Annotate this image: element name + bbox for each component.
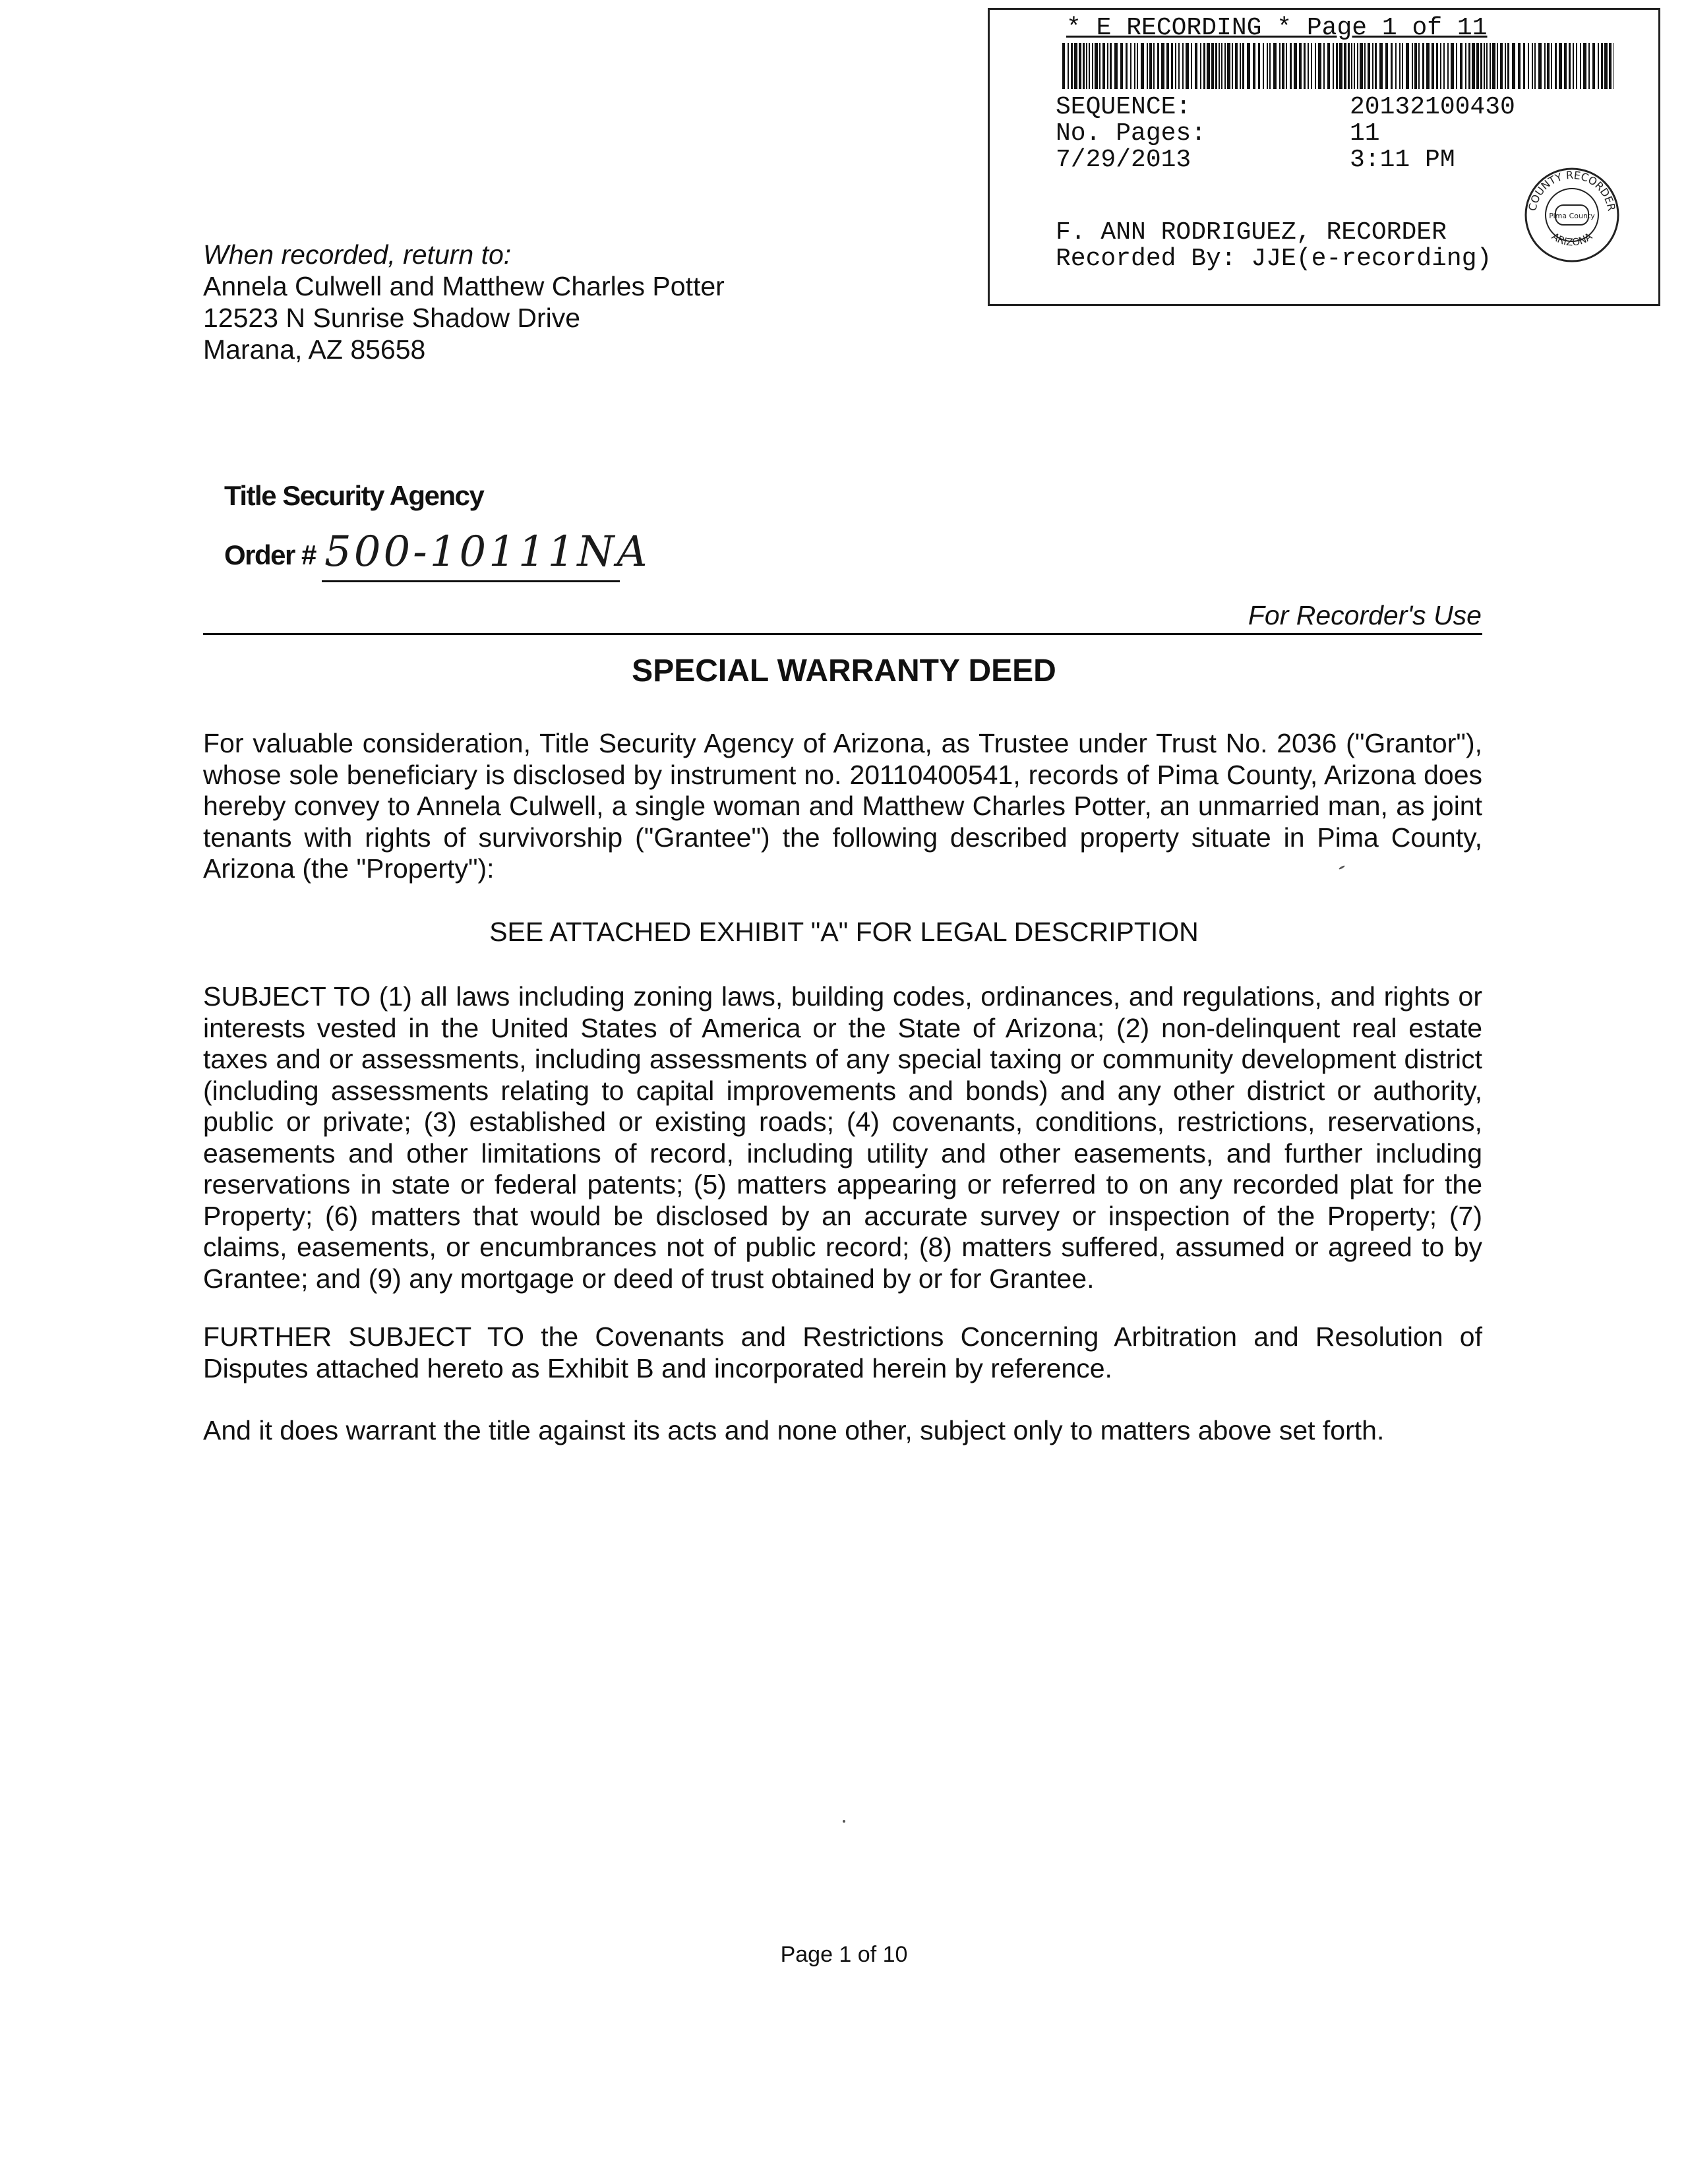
barcode-bar — [1555, 43, 1557, 89]
page-number: Page 1 of 10 — [780, 1942, 908, 1967]
barcode-bar — [1304, 43, 1306, 89]
barcode-bar — [1360, 43, 1363, 89]
barcode-bar — [1443, 43, 1445, 89]
barcode-bar — [1294, 43, 1297, 89]
deed-title: SPECIAL WARRANTY DEED — [632, 653, 1056, 688]
barcode-bar — [1580, 43, 1581, 89]
barcode-bar — [1426, 43, 1430, 89]
barcode-bar — [1418, 43, 1420, 89]
conveyance-paragraph: For valuable consideration, Title Security Agency of Arizona, as Trustee under Trust No. 2036 ("Grantor"), whose sole beneficiary is disclosed by instrument no. 20110400541, records of Pima County, Arizona does hereby convey to Annela Culwell, a single woman and Matthew Charles Potter, an unmarried man, as joint tenants with rights of survivorship ("Grantee") the following described property situate in Pima County, Arizona (the "Property"): — [203, 728, 1482, 884]
pages-label: No. Pages: — [1056, 119, 1207, 148]
barcode-bar — [1534, 43, 1536, 89]
barcode-bar — [1512, 43, 1515, 89]
barcode-bar — [1242, 43, 1244, 89]
barcode-bar — [1219, 43, 1220, 89]
barcode-bar — [1547, 43, 1550, 89]
barcode-bar — [1447, 43, 1449, 89]
barcode-bar — [1232, 43, 1233, 89]
barcode-bar — [1215, 43, 1217, 89]
pages-value: 11 — [1350, 119, 1380, 148]
barcode-bar — [1414, 43, 1417, 89]
barcode-bar — [1182, 43, 1184, 89]
barcode-bar — [1395, 43, 1397, 89]
recording-date: 7/29/2013 — [1056, 146, 1191, 174]
barcode-bar — [1141, 43, 1144, 89]
barcode-bar — [1468, 43, 1470, 89]
barcode-bar — [1351, 43, 1352, 89]
barcode-bar — [1348, 43, 1350, 89]
barcode-bar — [1375, 43, 1377, 89]
barcode-bar — [1598, 43, 1599, 89]
barcode-bar — [1147, 43, 1148, 89]
barcode-bar — [1460, 43, 1462, 89]
barcode-bar — [1079, 43, 1081, 89]
barcode-bar — [1588, 43, 1590, 89]
barcode-bar — [1544, 43, 1546, 89]
barcode-bar — [1432, 43, 1434, 89]
barcode-bar — [1221, 43, 1222, 89]
barcode-bar — [1505, 43, 1506, 89]
subject-to-paragraph: SUBJECT TO (1) all laws including zoning laws, building codes, ordinances, and regulations, and rights or interests vested in the United States of America or the State of Arizona; (2) non-delinquent real estate taxes and or assessments, including assessments of any special taxing or community development district (including assessments relating to capital improvements and bonds) and any other district or authority, public or private; (3) established or existing roads; (4) covenants, conditions, restrictions, reservations, easements and other limitations of record, including utility and other easements, and further including reservations in state or federal patents; (5) matters appearing or referred to on any recorded plat for the Property; (6) matters that would be disclosed by an accurate survey or inspection of the Property; (7) claims, easements, or encumbrances not of public record; (8) matters suffered, assumed or agreed to by Grantee; and (9) any mortgage or deed of trust obtained by or for Grantee. — [203, 981, 1482, 1294]
recording-header: * E RECORDING * Page 1 of 11 — [1066, 14, 1488, 42]
barcode-bar — [1559, 43, 1562, 89]
barcode-bar — [1083, 43, 1085, 89]
seal-inner-text: Pima County — [1549, 212, 1595, 220]
barcode-bar — [1500, 43, 1503, 89]
barcode-bar — [1166, 43, 1169, 89]
barcode-bar — [1235, 43, 1238, 89]
barcode-bar — [1583, 43, 1586, 89]
barcode-bar — [1601, 43, 1603, 89]
barcode-bar — [1368, 43, 1370, 89]
barcode-bar — [1203, 43, 1205, 89]
county-seal-icon — [1522, 166, 1621, 264]
barcode-bar — [1440, 43, 1441, 89]
barcode-bar — [1227, 43, 1230, 89]
barcode-bar — [1472, 43, 1475, 89]
barcode-bar — [1391, 43, 1393, 89]
barcode-bar — [1195, 43, 1197, 89]
barcode-bar — [1507, 43, 1509, 89]
barcode-bar — [1422, 43, 1424, 89]
barcode-bar — [1092, 43, 1093, 89]
barcode-bar — [1476, 43, 1479, 89]
barcode-bar — [1247, 43, 1250, 89]
barcode-bar — [1604, 43, 1608, 89]
barcode-bar — [1107, 43, 1108, 89]
barcode-bar — [1339, 43, 1342, 89]
barcode-bar — [1062, 43, 1065, 89]
return-name: Annela Culwell and Matthew Charles Potter — [203, 271, 725, 301]
barcode-bar — [1207, 43, 1210, 89]
recorder-name: F. ANN RODRIGUEZ, RECORDER — [1056, 218, 1447, 247]
barcode-bar — [1456, 43, 1457, 89]
barcode-bar — [1149, 43, 1152, 89]
barcode-bar — [1451, 43, 1454, 89]
sequence-value: 20132100430 — [1350, 93, 1515, 121]
order-number-handwritten: 500-10111NA — [324, 528, 650, 576]
barcode-bar — [1191, 43, 1192, 89]
barcode-bar — [1311, 43, 1312, 89]
barcode-bar — [1086, 43, 1087, 89]
barcode-bar — [1240, 43, 1241, 89]
return-label: When recorded, return to: — [203, 239, 512, 270]
barcode-bar — [1200, 43, 1201, 89]
barcode-bar — [1315, 43, 1316, 89]
barcode-bar — [1486, 43, 1488, 89]
barcode-bar — [1308, 43, 1309, 89]
header-divider — [203, 633, 1482, 635]
barcode-bar — [1523, 43, 1525, 89]
barcode-bar — [1492, 43, 1495, 89]
barcode-bar — [1318, 43, 1321, 89]
barcode-bar — [1336, 43, 1338, 89]
barcode — [1062, 43, 1613, 89]
barcode-bar — [1327, 43, 1330, 89]
barcode-bar — [1279, 43, 1281, 89]
recording-time: 3:11 PM — [1350, 146, 1455, 174]
barcode-bar — [1480, 43, 1482, 89]
barcode-bar — [1569, 43, 1571, 89]
barcode-bar — [1518, 43, 1521, 89]
barcode-bar — [1130, 43, 1131, 89]
barcode-bar — [1551, 43, 1552, 89]
return-street: 12523 N Sunrise Shadow Drive — [203, 303, 581, 333]
barcode-bar — [1171, 43, 1173, 89]
barcode-bar — [1175, 43, 1176, 89]
barcode-bar — [1573, 43, 1574, 89]
barcode-bar — [1497, 43, 1498, 89]
barcode-bar — [1102, 43, 1105, 89]
barcode-bar — [1399, 43, 1401, 89]
warranty-paragraph: And it does warrant the title against its acts and none other, subject only to matters above set forth. — [203, 1415, 1385, 1445]
barcode-bar — [1282, 43, 1284, 89]
barcode-bar — [1385, 43, 1388, 89]
barcode-bar — [1286, 43, 1287, 89]
barcode-bar — [1211, 43, 1214, 89]
barcode-bar — [1068, 43, 1069, 89]
barcode-bar — [1089, 43, 1090, 89]
barcode-bar — [1258, 43, 1260, 89]
exhibit-reference: SEE ATTACHED EXHIBIT "A" FOR LEGAL DESCRIPTION — [489, 917, 1199, 947]
barcode-bar — [1357, 43, 1358, 89]
barcode-bar — [1126, 43, 1128, 89]
barcode-bar — [1372, 43, 1373, 89]
barcode-bar — [1153, 43, 1155, 89]
barcode-bar — [1364, 43, 1366, 89]
barcode-bar — [1267, 43, 1268, 89]
barcode-bar — [1134, 43, 1135, 89]
barcode-bar — [1114, 43, 1118, 89]
barcode-bar — [1161, 43, 1164, 89]
barcode-bar — [1402, 43, 1403, 89]
barcode-bar — [1178, 43, 1180, 89]
barcode-bar — [1344, 43, 1346, 89]
recording-stamp — [988, 8, 1660, 306]
seal-bottom-text: ARIZONA — [1550, 230, 1594, 249]
barcode-bar — [1609, 43, 1612, 89]
barcode-bar — [1120, 43, 1123, 89]
barcode-bar — [1538, 43, 1542, 89]
agency-name: Title Security Agency — [224, 480, 484, 511]
barcode-bar — [1099, 43, 1100, 89]
barcode-bar — [1465, 43, 1466, 89]
barcode-bar — [1354, 43, 1355, 89]
barcode-bar — [1436, 43, 1438, 89]
barcode-bar — [1269, 43, 1271, 89]
barcode-bar — [1137, 43, 1138, 89]
barcode-bar — [1186, 43, 1189, 89]
barcode-bar — [1074, 43, 1077, 89]
further-subject-paragraph: FURTHER SUBJECT TO the Covenants and Restrictions Concerning Arbitration and Resolution of Disputes attached hereto as Exhibit B and incorporated herein by reference. — [203, 1321, 1482, 1383]
barcode-bar — [1379, 43, 1383, 89]
barcode-bar — [1263, 43, 1264, 89]
barcode-bar — [1095, 43, 1098, 89]
barcode-bar — [1323, 43, 1325, 89]
return-city: Marana, AZ 85658 — [203, 334, 426, 365]
recorded-by: Recorded By: JJE(e-recording) — [1056, 245, 1492, 273]
barcode-bar — [1592, 43, 1595, 89]
return-address — [203, 239, 725, 365]
scan-speck — [843, 1820, 845, 1823]
seal-outer-text: COUNTY RECORDER — [1526, 168, 1618, 212]
barcode-bar — [1299, 43, 1302, 89]
barcode-bar — [1484, 43, 1485, 89]
barcode-bar — [1406, 43, 1409, 89]
barcode-bar — [1564, 43, 1567, 89]
order-label: Order # — [224, 539, 316, 570]
barcode-bar — [1412, 43, 1413, 89]
order-underline — [322, 580, 620, 582]
barcode-bar — [1110, 43, 1112, 89]
barcode-bar — [1576, 43, 1577, 89]
barcode-bar — [1071, 43, 1073, 89]
recorders-use-label: For Recorder's Use — [1248, 600, 1482, 630]
sequence-label: SEQUENCE: — [1056, 93, 1191, 121]
barcode-bar — [1157, 43, 1159, 89]
barcode-bar — [1224, 43, 1226, 89]
barcode-bar — [1273, 43, 1277, 89]
barcode-bar — [1333, 43, 1334, 89]
barcode-bar — [1290, 43, 1292, 89]
barcode-bar — [1490, 43, 1491, 89]
barcode-bar — [1532, 43, 1533, 89]
barcode-bar — [1253, 43, 1255, 89]
barcode-bar — [1528, 43, 1529, 89]
